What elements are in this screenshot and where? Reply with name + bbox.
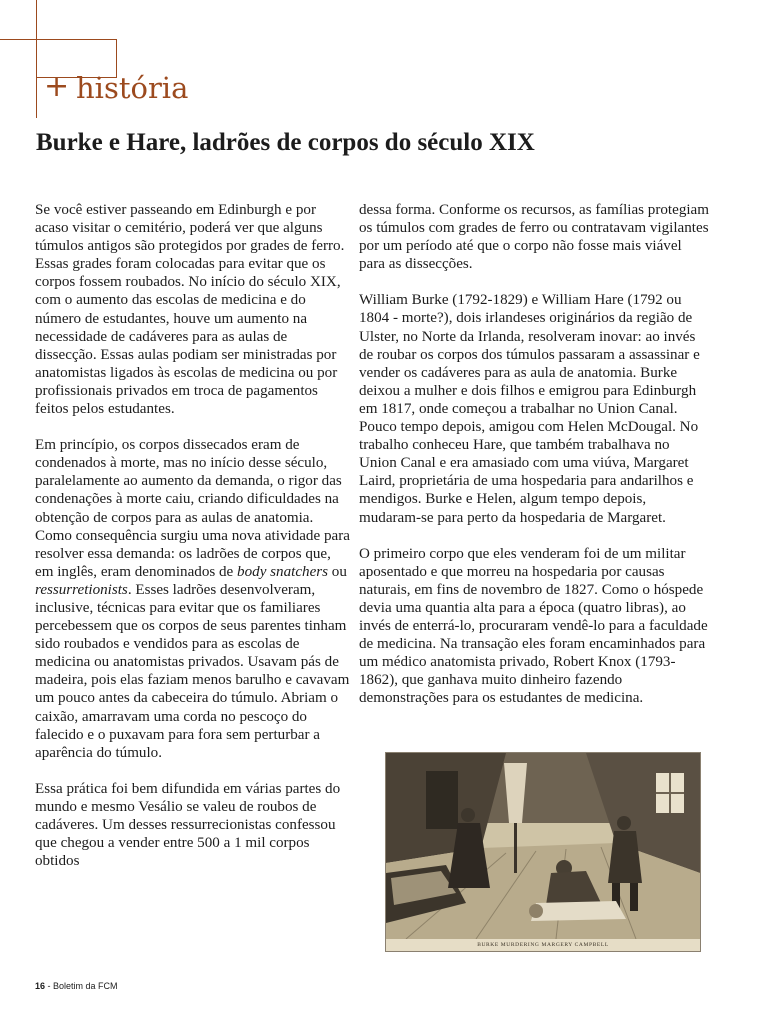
paragraph xyxy=(35,436,351,762)
page-number: 16 xyxy=(35,981,46,991)
page-footer xyxy=(35,981,118,991)
paragraph: Se você estiver passeando em Edinburgh e por acaso visitar o cemitério, poderá ver que alguns túmulos antigos são protegidos por grades de ferro. Essas grades foram colocadas para evitar que os corpos fossem roubados. No início do século XIX, com o aumento das escolas de medicina e do número de estudantes, houve um aumento na necessidade de cadáveres para as aulas de dissecção. Essas aulas podiam ser ministradas por anatomistas ligados às escolas de medicina ou por profissionais privados em troca de pagamentos feitos pelos estudantes. xyxy=(35,202,345,418)
paragraph-text: Em princípio, os corpos dissecados eram de condenados à morte, mas no início desse século, paralelamente ao aumento da demanda, o rigor das condenações à morte caiu, criando dificuldades na obtenção de corpos para as aulas de anatomia. Como consequência surgiu uma nova atividade para resolver essa demanda: os ladrões de corpos que, em inglês, eram denominados de xyxy=(35,437,350,580)
illustration-caption: BURKE MURDERING MARGERY CAMPBELL xyxy=(477,942,609,948)
engraving-illustration xyxy=(385,752,701,952)
term-body-snatchers: body snatchers xyxy=(237,563,329,580)
decorative-line-horizontal xyxy=(0,39,117,40)
paragraph-text: . Esses ladrões desenvolveram, inclusive, técnicas para evitar que os familiares percebessem que os corpos de seus parentes tinham sido roubados e vendidos para as escolas de medicina ou anatomistas privados. Usavam pás de madeira, pois elas faziam menos barulho e cavavam um pouco antes da cabeceira do túmulo. Abriam o caixão, amarravam uma corda no pescoço do falecido e o puxavam para fora sem perturbar a aparência do túmulo. xyxy=(35,581,350,761)
decorative-line-vertical-1 xyxy=(36,0,37,118)
paragraph: dessa forma. Conforme os recursos, as famílias protegiam os túmulos com grades de ferro ou contratavam vigilantes por um período até que o corpo não fosse mais viável para as dissecções. xyxy=(359,202,709,273)
publication-name: - Boletim da FCM xyxy=(45,981,118,991)
term-ressurretionists: ressurretionists xyxy=(35,581,128,598)
left-column xyxy=(35,201,351,870)
paragraph: O primeiro corpo que eles venderam foi de um militar aposentado e que morreu na hospedaria por causas naturais, em fins de novembro de 1827. Como o hóspede devia uma quantia alta para a época (quatro libras), ao invés de enterrá-lo, procuraram vendê-lo para a faculdade de medicina. Na transação eles foram encaminhados para um médico anatomista privado, Robert Knox (1793-1862), que ganhava muito dinheiro fazendo demonstrações para os estudantes de medicina. xyxy=(359,545,708,707)
section-label: história xyxy=(76,71,189,105)
plus-icon: + xyxy=(44,69,70,104)
paragraph: William Burke (1792-1829) e William Hare (1792 ou 1804 - morte?), dois irlandeses originários da região de Ulster, no Norte da Irlanda, resolveram inovar: ao invés de roubar os corpos dos túmulos passaram a assassinar e vender os cadáveres para as aula de anatomia. Burke deixou a mulher e dois filhos e emigrou para Edinburgh em 1817, onde começou a trabalhar no Union Canal. Pouco tempo depois, amigou com Helen McDougal. No trabalho conheceu Hare, que também trabalhava no Union Canal e era amasiado com uma viúva, Margaret Laird, proprietária de uma hospedaria para andarilhos e mendigos. Burke e Helen, algum tempo depois, mudaram-se para perto da hospedaria de Margaret. xyxy=(359,292,700,526)
right-column xyxy=(359,201,709,707)
paragraph: Essa prática foi bem difundida em várias partes do mundo e mesmo Vesálio se valeu de roubos de cadáveres. Um desses ressurrecionistas confessou que chegou a vender entre 500 a 1 mil corpos obtidos xyxy=(35,780,341,870)
engraving-scene xyxy=(386,753,700,939)
article-title: Burke e Hare, ladrões de corpos do século XIX xyxy=(36,129,535,156)
paragraph-text: ou xyxy=(328,563,347,580)
